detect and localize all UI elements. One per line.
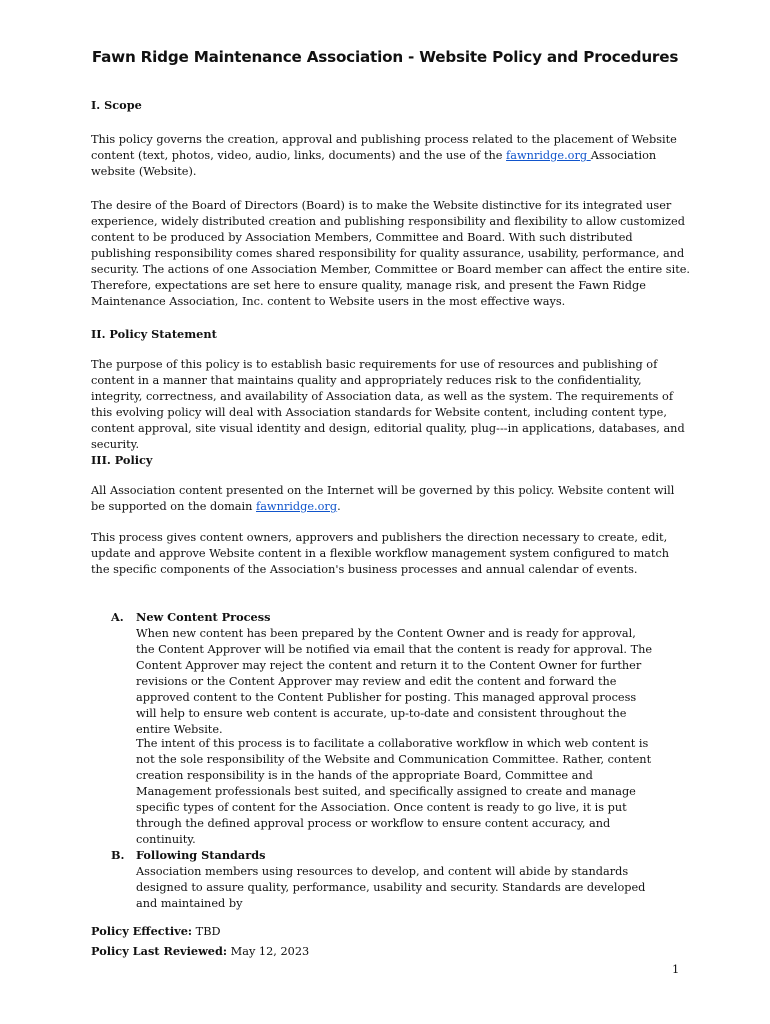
fawnridge-link[interactable]: fawnridge.org (506, 149, 591, 162)
scope-p1-text-before: This policy governs the creation, approval and publishing process related to the placement of Website content (text, photos, video, audio, links, documents) and the use of the (91, 133, 677, 162)
policy-paragraph-1 (91, 483, 691, 515)
document-title: Fawn Ridge Maintenance Association - Website Policy and Procedures (91, 48, 679, 66)
policy-statement-paragraph: The purpose of this policy is to establish basic requirements for use of resources and publishing of content in a manner that maintains quality and appropriately reduces risk to the confidentiality, integrity, correctness, and availability of Association data, as well as the system. The requirements of this evolving policy will deal with Association standards for Website content, including content type, content approval, site visual identity and design, editorial quality, plug---in applications, databases, and security. (91, 358, 685, 451)
scope-p1-text-after: Association website (Website). (91, 149, 657, 178)
policy-last-reviewed (91, 943, 309, 960)
policy-last-reviewed-label: Policy Last Reviewed: (91, 944, 228, 958)
following-standards-title: Following Standards (136, 848, 266, 862)
new-content-process-paragraph-1: When new content has been prepared by the Content Owner and is ready for approval, the Content Approver will be notified via email that the content is ready for approval. The Content Approver may reject the content and return it to the Content Owner for further revisions or the Content Approver may review and edit the content and forward the approved content to the Content Publisher for posting. This managed approval process will help to ensure web content is accurate, up-to-date and consistent throughout the entire Website. (136, 627, 653, 736)
policy-p1-text-after: . (337, 500, 341, 513)
following-standards-paragraph: Association members using resources to develop, and content will abide by standards designed to assure quality, performance, usability and security. Standards are developed and maintained by (136, 865, 646, 910)
policy-statement-heading: II. Policy Statement (91, 327, 217, 341)
policy-last-reviewed-value: May 12, 2023 (227, 945, 310, 958)
policy-effective (91, 923, 221, 940)
new-content-process-paragraph-2: The intent of this process is to facilitate a collaborative workflow in which web content is not the sole responsibility of the Website and Communication Committee. Rather, content creation responsibility is in the hands of the appropriate Board, Committee and Management professionals best suited, and specifically assigned to create and manage specific types of content for the Association. Once content is ready to go live, it is put through the defined approval process or workflow to ensure content accuracy, and continuity. (136, 737, 652, 846)
policy-effective-label: Policy Effective: (91, 924, 193, 938)
new-content-process-title: New Content Process (136, 610, 271, 624)
scope-paragraph-1 (91, 132, 691, 180)
policy-paragraph-2: This process gives content owners, approvers and publishers the direction necessary to create, edit, update and approve Website content in a flexible workflow management system configured to match the specific components of the Association's business processes and annual calendar of events. (91, 531, 670, 576)
policy-p1-text-before: All Association content presented on the Internet will be governed by this policy. Website content will be supported on the domain (91, 484, 675, 513)
policy-heading: III. Policy (91, 453, 153, 467)
section-a-letter: A. (111, 610, 124, 624)
scope-heading: I. Scope (91, 98, 142, 112)
section-b-letter: B. (111, 848, 125, 862)
scope-paragraph-2: The desire of the Board of Directors (Board) is to make the Website distinctive for its integrated user experience, widely distributed creation and publishing responsibility and flexibility to allow customized content to be produced by Association Members, Committee and Board. With such distributed publishing responsibility comes shared responsibility for quality assurance, usability, performance, and security. The actions of one Association Member, Committee or Board member can affect the entire site. Therefore, expectations are set here to ensure quality, manage risk, and present the Fawn Ridge Maintenance Association, Inc. content to Website users in the most effective ways. (91, 199, 691, 308)
fawnridge-domain-link[interactable]: fawnridge.org (256, 500, 338, 513)
policy-effective-value: TBD (192, 925, 221, 938)
page-number: 1 (672, 963, 680, 976)
